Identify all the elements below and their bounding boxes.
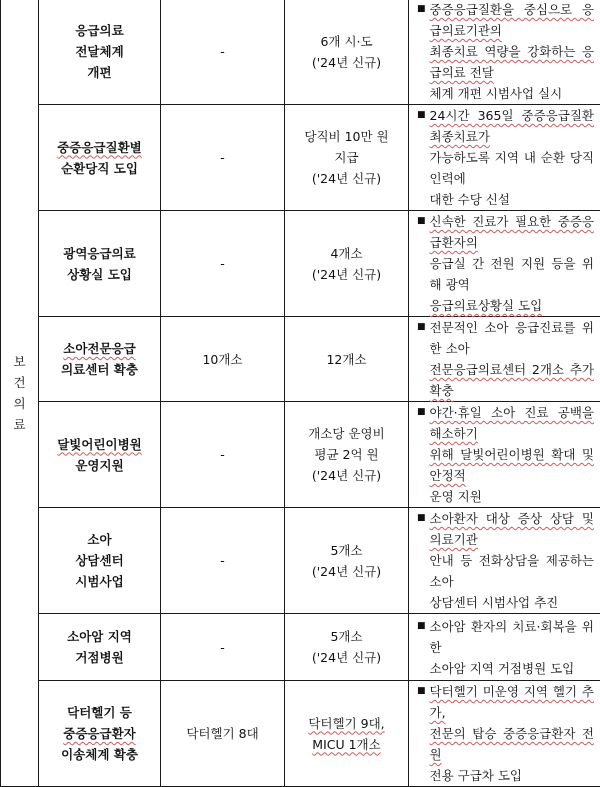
target-line: ('24년 신규)	[285, 465, 408, 486]
description-line: 전용 구급차 도입	[430, 765, 594, 786]
item-name-line: 운영지원	[39, 455, 160, 476]
description-line: 소아암 환자의 치료·회복을 위한	[430, 616, 594, 658]
target-line: 12개소	[326, 352, 366, 367]
item-name-line: 광역응급의료	[39, 243, 160, 264]
category-char: 의	[1, 393, 38, 414]
table-row	[1, 614, 600, 681]
item-name-line: 시범사업	[39, 571, 160, 592]
target-line: ('24년 신규)	[285, 168, 408, 189]
description-line: 소아암 지역 거점병원 도입	[430, 658, 594, 679]
target-value-cell	[285, 614, 409, 681]
prev-value-cell	[161, 317, 285, 402]
target-line: ('24년 신규)	[285, 561, 408, 582]
item-name-cell	[39, 0, 161, 105]
description-line: 24시간 365일 중증응급질환 최종치료가	[430, 105, 594, 147]
item-name-line: 거점병원	[39, 647, 160, 668]
item-name-cell	[39, 105, 161, 211]
item-name-line: 중증응급환자	[39, 723, 160, 744]
table-row	[1, 105, 600, 211]
description-line: 전문의 탑승 중증응급환자 전원	[430, 723, 594, 765]
table-row	[1, 681, 600, 787]
description-line: 중증응급질환을 중심으로 응급의료기관의	[430, 0, 594, 41]
target-line: ('24년 신규)	[285, 52, 408, 73]
target-value-cell	[285, 508, 409, 614]
description-line: 응급실 간 전원 지원 등을 위해 광역	[430, 253, 594, 295]
item-name-line: 응급의료	[39, 20, 160, 41]
bullet-icon: ■	[417, 211, 426, 316]
table-row	[1, 211, 600, 317]
description-cell	[409, 0, 600, 105]
item-name-line: 닥터헬기 등	[39, 702, 160, 723]
description-line: 신속한 진료가 필요한 중증응급환자의	[430, 211, 594, 253]
prev-value: -	[220, 553, 225, 568]
description-line: 응급의료상황실 도입	[430, 295, 594, 316]
description-line: 체계 개편 시범사업 실시	[430, 83, 594, 104]
prev-value: -	[220, 44, 225, 59]
category-char: 건	[1, 372, 38, 393]
item-name-cell	[39, 211, 161, 317]
target-line: 당직비 10만 원	[285, 126, 408, 147]
table-row	[1, 508, 600, 614]
prev-value-cell	[161, 681, 285, 787]
target-line: 지급	[285, 147, 408, 168]
target-value-cell	[285, 317, 409, 402]
description-line: 소아환자 대상 증상 상담 및 의료기관	[430, 508, 594, 550]
description-line: 야간·휴일 소아 진료 공백을 해소하기	[430, 402, 594, 444]
target-line: 닥터헬기 9대,	[285, 713, 408, 734]
item-name-line: 중증응급질환별	[39, 137, 160, 158]
table-row	[1, 317, 600, 402]
bullet-icon: ■	[417, 402, 426, 507]
description-line: 전문응급의료센터 2개소 추가 확충	[430, 359, 594, 401]
prev-value: -	[220, 640, 225, 655]
item-name-cell	[39, 508, 161, 614]
prev-value: -	[220, 256, 225, 271]
item-name-line: 의료센터 확충	[39, 359, 160, 380]
target-line: ('24년 신규)	[285, 264, 408, 285]
target-line: 5개소	[285, 540, 408, 561]
bullet-icon: ■	[417, 105, 426, 210]
category-char: 보	[1, 351, 38, 372]
prev-value-cell	[161, 402, 285, 508]
category-char: 료	[1, 414, 38, 435]
description-line: 최종치료 역량을 강화하는 응급의료 전달	[430, 41, 594, 83]
target-value-cell	[285, 681, 409, 787]
item-name-line: 개편	[39, 62, 160, 83]
prev-value-cell	[161, 508, 285, 614]
description-cell	[409, 508, 600, 614]
table-row	[1, 402, 600, 508]
item-name-line: 상황실 도입	[39, 264, 160, 285]
target-value-cell	[285, 105, 409, 211]
item-name-line: 달빛어린이병원	[39, 434, 160, 455]
description-line: 전문적인 소아 응급진료를 위한 소아	[430, 317, 594, 359]
target-line: 개소당 운영비	[285, 423, 408, 444]
prev-value-cell	[161, 105, 285, 211]
target-line: 4개소	[285, 243, 408, 264]
description-line: 대한 수당 신설	[430, 189, 594, 210]
target-value-cell	[285, 402, 409, 508]
prev-value: 닥터헬기 8대	[186, 726, 258, 741]
item-name-line: 순환당직 도입	[39, 158, 160, 179]
item-name-line: 소아	[39, 529, 160, 550]
prev-value: -	[220, 447, 225, 462]
target-line: MICU 1개소	[285, 734, 408, 755]
target-line: 5개소	[285, 626, 408, 647]
description-line: 닥터헬기 미운영 지역 헬기 추가,	[430, 681, 594, 723]
bullet-icon: ■	[417, 0, 426, 104]
target-line: 6개 시·도	[285, 31, 408, 52]
description-line: 안내 등 전화상담을 제공하는 소아	[430, 550, 594, 592]
item-name-line: 소아암 지역	[39, 626, 160, 647]
target-line: 평균 2억 원	[285, 444, 408, 465]
item-name-line: 상담센터	[39, 550, 160, 571]
item-name-cell	[39, 681, 161, 787]
description-cell	[409, 105, 600, 211]
bullet-icon: ■	[417, 317, 426, 401]
bullet-icon: ■	[417, 616, 426, 679]
bullet-icon: ■	[417, 681, 426, 786]
table-row	[1, 0, 600, 105]
item-name-line: 이송체계 확충	[39, 744, 160, 765]
item-name-cell	[39, 614, 161, 681]
item-name-cell	[39, 317, 161, 402]
description-line: 운영 지원	[430, 486, 594, 507]
item-name-line: 전달체계	[39, 41, 160, 62]
target-line: ('24년 신규)	[285, 647, 408, 668]
prev-value-cell	[161, 0, 285, 105]
prev-value: -	[220, 150, 225, 165]
description-cell	[409, 211, 600, 317]
category-cell	[1, 0, 39, 787]
description-line: 위해 달빛어린이병원 확대 및 안정적	[430, 444, 594, 486]
description-line: 상담센터 시범사업 추진	[430, 592, 594, 613]
description-cell	[409, 614, 600, 681]
target-value-cell	[285, 211, 409, 317]
target-value-cell	[285, 0, 409, 105]
prev-value-cell	[161, 614, 285, 681]
prev-value: 10개소	[202, 352, 242, 367]
description-cell	[409, 317, 600, 402]
item-name-line: 소아전문응급	[39, 338, 160, 359]
prev-value-cell	[161, 211, 285, 317]
description-line: 가능하도록 지역 내 순환 당직 인력에	[430, 147, 594, 189]
description-cell	[409, 681, 600, 787]
description-cell	[409, 402, 600, 508]
bullet-icon: ■	[417, 508, 426, 613]
item-name-cell	[39, 402, 161, 508]
